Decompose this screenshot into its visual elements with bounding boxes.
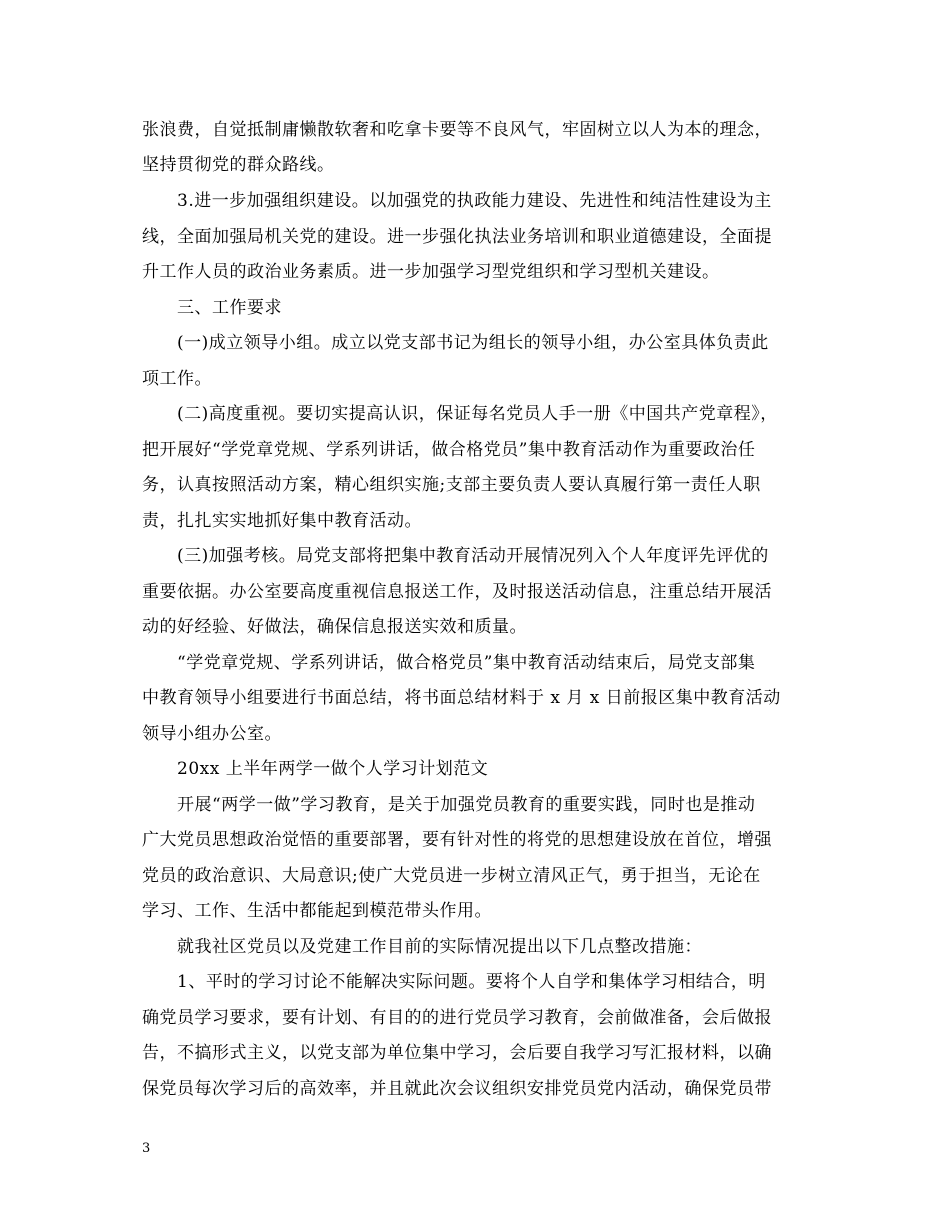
body-text-line: 线，全面加强局机关党的建设。进一步强化执法业务培训和职业道德建设，全面提	[142, 227, 772, 247]
body-text-line: 学习、工作、生活中都能起到模范带头作用。	[142, 901, 492, 921]
body-text-line: 张浪费，自觉抵制庸懒散软奢和吃拿卡要等不良风气，牢固树立以人为本的理念，	[142, 120, 772, 140]
page-number: 3	[142, 1141, 151, 1156]
body-text-line: 3.进一步加强组织建设。以加强党的执政能力建设、先进性和纯洁性建设为主	[177, 191, 772, 211]
section-heading: 三、工作要求	[177, 298, 282, 318]
body-text-line: 项工作。	[142, 369, 212, 389]
body-text-line: 中教育领导小组要进行书面总结，将书面总结材料于 x 月 x 日前报区集中教育活动	[142, 688, 781, 708]
body-text-line: 就我社区党员以及党建工作目前的实际情况提出以下几点整改措施：	[177, 937, 702, 957]
body-text-line: 开展“两学一做”学习教育，是关于加强党员教育的重要实践，同时也是推动	[177, 795, 756, 815]
body-text-line: 责，扎扎实实地抓好集中教育活动。	[142, 511, 422, 531]
body-text-line: 升工作人员的政治业务素质。进一步加强学习型党组织和学习型机关建设。	[142, 262, 720, 282]
section-title: 20xx 上半年两学一做个人学习计划范文	[177, 759, 489, 779]
body-text-line: 告，不搞形式主义，以党支部为单位集中学习，会后要自我学习写汇报材料，以确	[142, 1043, 772, 1063]
body-text-line: (一)成立领导小组。成立以党支部书记为组长的领导小组，办公室具体负责此	[177, 333, 769, 353]
body-text-line: 领导小组办公室。	[142, 724, 282, 744]
body-text-line: 重要依据。办公室要高度重视信息报送工作，及时报送活动信息，注重总结开展活	[142, 582, 772, 602]
body-text-line: 确党员学习要求，要有计划、有目的的进行党员学习教育，会前做准备，会后做报	[142, 1008, 772, 1028]
body-text-line: 保党员每次学习后的高效率，并且就此次会议组织安排党员党内活动，确保党员带	[142, 1079, 772, 1099]
body-text-line: (二)高度重视。要切实提高认识，保证每名党员人手一册《中国共产党章程》，	[177, 404, 778, 424]
body-text-line: 坚持贯彻党的群众路线。	[142, 155, 335, 175]
body-text-line: (三)加强考核。局党支部将把集中教育活动开展情况列入个人年度评先评优的	[177, 546, 769, 566]
body-text-line: “学党章党规、学系列讲话，做合格党员”集中教育活动结束后，局党支部集	[177, 653, 756, 673]
body-text-line: 务，认真按照活动方案，精心组织实施;支部主要负责人要认真履行第一责任人职	[142, 475, 761, 495]
body-text-line: 把开展好“学党章党规、学系列讲话，做合格党员”集中教育活动作为重要政治任	[142, 440, 756, 460]
body-text-line: 党员的政治意识、大局意识;使广大党员进一步树立清风正气，勇于担当，无论在	[142, 866, 761, 886]
body-text-line: 动的好经验、好做法，确保信息报送实效和质量。	[142, 617, 527, 637]
body-text-line: 广大党员思想政治觉悟的重要部署，要有针对性的将党的思想建设放在首位，增强	[142, 830, 772, 850]
body-text-line: 1、平时的学习讨论不能解决实际问题。要将个人自学和集体学习相结合，明	[177, 972, 766, 992]
